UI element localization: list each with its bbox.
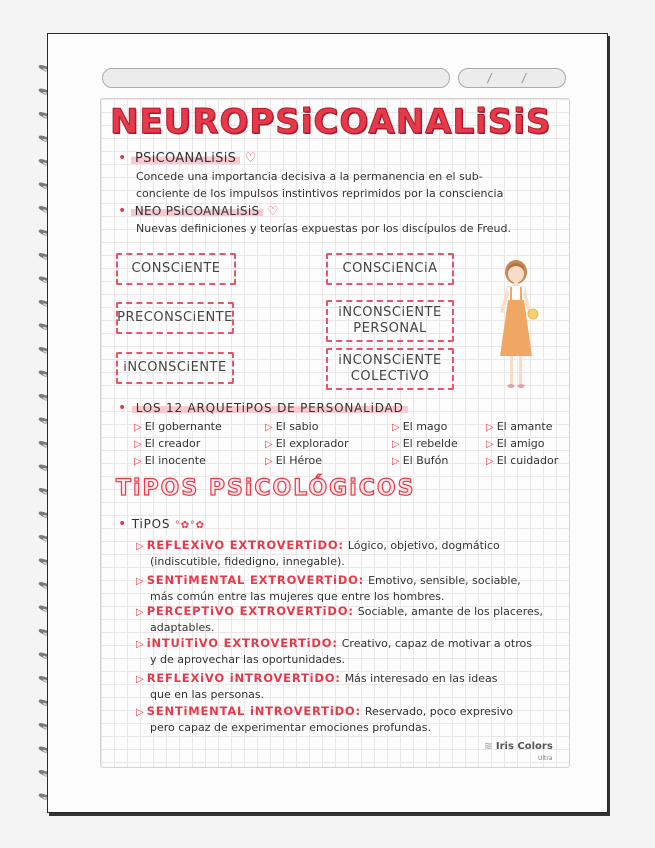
heart-icon: ♡ (244, 151, 257, 166)
triangle-bullet-icon: ▷ (134, 456, 142, 467)
arquetipo-item (392, 420, 447, 433)
type-entry (136, 632, 532, 666)
type-description-line1: Emotivo, sensible, sociable, (368, 574, 521, 587)
box-label-line2: PERSONAL (353, 321, 427, 336)
type-entry (136, 700, 513, 734)
girl-illustration (486, 256, 546, 396)
type-description-line2: que en las personas. (150, 688, 265, 701)
triangle-bullet-icon: ▷ (265, 439, 273, 450)
type-description-line2: más común entre las mujeres que entre los hombres. (150, 590, 445, 603)
arquetipo-item (486, 454, 558, 467)
type-description-line1: Lógico, objetivo, dogmático (347, 539, 500, 552)
arquetipo-label: El mago (402, 420, 448, 433)
type-name: SENTiMENTAL EXTROVERTiDO: (146, 573, 365, 587)
arquetipo-item (134, 420, 222, 433)
brand-sub: Ultra (538, 755, 553, 762)
triangle-bullet-icon: ▷ (265, 456, 273, 467)
psicoanalisis-text-2: conciente de los impulsos instintivos reprimidos por la consciencia (136, 187, 504, 200)
arquetipo-item (134, 454, 206, 467)
tipos-item (118, 516, 205, 532)
type-entry (136, 600, 543, 634)
triangle-bullet-icon: ▷ (136, 639, 144, 650)
type-description-line2: y de aprovechar las oportunidades. (150, 653, 346, 666)
box-label: PRECONSCiENTE (117, 310, 233, 325)
triangle-bullet-icon: ▷ (486, 439, 494, 450)
arquetipo-item (134, 437, 200, 450)
date-field[interactable]: / / (458, 68, 566, 88)
type-name: REFLEXiVO EXTROVERTiDO: (146, 538, 344, 552)
arquetipos-item (118, 400, 408, 416)
triangle-bullet-icon: ▷ (136, 707, 144, 718)
type-entry (136, 569, 521, 603)
triangle-bullet-icon: ▷ (134, 422, 142, 433)
box-label: CONSCiENTE (131, 261, 221, 276)
triangle-bullet-icon: ▷ (486, 456, 494, 467)
type-name: PERCEPTiVO EXTROVERTiDO: (146, 604, 354, 618)
header-bar[interactable] (102, 68, 450, 88)
tipos-heading: TiPOS (131, 517, 171, 531)
triangle-bullet-icon: ▷ (136, 674, 144, 685)
type-description-line2: pero capaz de experimentar emociones profundas. (150, 721, 431, 734)
type-name: REFLEXiVO iNTROVERTiDO: (146, 671, 341, 685)
arquetipo-label: El Héroe (275, 454, 323, 467)
brand-logo (484, 741, 553, 752)
arquetipos-heading: LOS 12 ARQUETiPOS DE PERSONALiDAD (132, 401, 408, 415)
arquetipo-label: El gobernante (144, 420, 222, 433)
type-description-line1: Más interesado en las ideas (344, 672, 498, 685)
arquetipo-label: El creador (144, 437, 201, 450)
arquetipo-item (265, 420, 318, 433)
arquetipo-label: El amigo (496, 437, 545, 450)
bullet-icon: • (118, 400, 128, 416)
bullet-icon: • (118, 516, 128, 532)
neo-psicoanalisis-text: Nuevas definiciones y teorías expuestas por los discípulos de Freud. (136, 222, 511, 235)
arquetipo-label: El cuidador (496, 454, 559, 467)
triangle-bullet-icon: ▷ (134, 439, 142, 450)
box-label-line1: iNCONSCiENTE (338, 353, 442, 368)
arquetipo-item (392, 437, 458, 450)
arquetipo-item (392, 454, 448, 467)
box-consciente (116, 253, 236, 285)
arquetipo-label: El sabio (275, 420, 319, 433)
type-description-line1: Sociable, amante de los placeres, (357, 605, 543, 618)
psicoanalisis-text-1: Concede una importancia decisiva a la permanencia en el sub- (136, 170, 483, 183)
type-name: iNTUiTiVO EXTROVERTiDO: (146, 636, 338, 650)
bullet-icon: • (118, 203, 127, 219)
box-inconsciente-personal (326, 300, 454, 342)
triangle-bullet-icon: ▷ (486, 422, 494, 433)
arquetipo-label: El amante (496, 420, 553, 433)
box-inconsciente-colectivo (326, 348, 454, 390)
arquetipo-item (486, 437, 544, 450)
section-title-tipos: TiPOS PSiCOLÓGiCOS (116, 476, 416, 501)
type-name: SENTiMENTAL iNTROVERTiDO: (146, 704, 361, 718)
brand-name: Iris Colors (495, 741, 553, 752)
box-label: CONSCiENCiA (342, 261, 438, 276)
arquetipo-label: El Bufón (402, 454, 449, 467)
brand-mark-icon: ≋ (484, 741, 493, 752)
neo-psicoanalisis-item (118, 203, 279, 219)
box-inconsciente (116, 352, 234, 384)
triangle-bullet-icon: ▷ (265, 422, 273, 433)
triangle-bullet-icon: ▷ (392, 439, 400, 450)
arquetipo-item (265, 454, 322, 467)
box-label: iNCONSCiENTE (123, 360, 227, 375)
type-description-line1: Reservado, poco expresivo (364, 705, 513, 718)
box-label-line1: iNCONSCiENTE (338, 305, 442, 320)
psicoanalisis-heading: PSiCOANALiSiS (131, 151, 240, 166)
arquetipo-item (486, 420, 552, 433)
type-description-line1: Creativo, capaz de motivar a otros (341, 637, 532, 650)
type-entry (136, 534, 500, 568)
triangle-bullet-icon: ▷ (392, 422, 400, 433)
heart-icon: ♡ (267, 204, 279, 218)
neo-psicoanalisis-heading: NEO PSiCOANALiSiS (131, 204, 264, 218)
triangle-bullet-icon: ▷ (392, 456, 400, 467)
arquetipo-label: El inocente (144, 454, 206, 467)
page-title: NEUROPSiCOANALiSiS (110, 102, 552, 142)
type-entry (136, 667, 498, 701)
bullet-icon: • (118, 150, 127, 166)
sparkle-icon: °✿°✿ (174, 520, 205, 531)
arquetipo-label: El explorador (275, 437, 349, 450)
type-description-line2: adaptables. (150, 621, 215, 634)
triangle-bullet-icon: ▷ (136, 541, 144, 552)
arquetipo-item (265, 437, 349, 450)
triangle-bullet-icon: ▷ (136, 607, 144, 618)
type-description-line2: (indiscutible, fidedigno, innegable). (150, 555, 345, 568)
box-consciencia (326, 253, 454, 285)
box-preconsciente (116, 302, 234, 334)
triangle-bullet-icon: ▷ (136, 576, 144, 587)
arquetipo-label: El rebelde (402, 437, 458, 450)
box-label-line2: COLECTiVO (350, 369, 430, 384)
psicoanalisis-item (118, 150, 257, 166)
